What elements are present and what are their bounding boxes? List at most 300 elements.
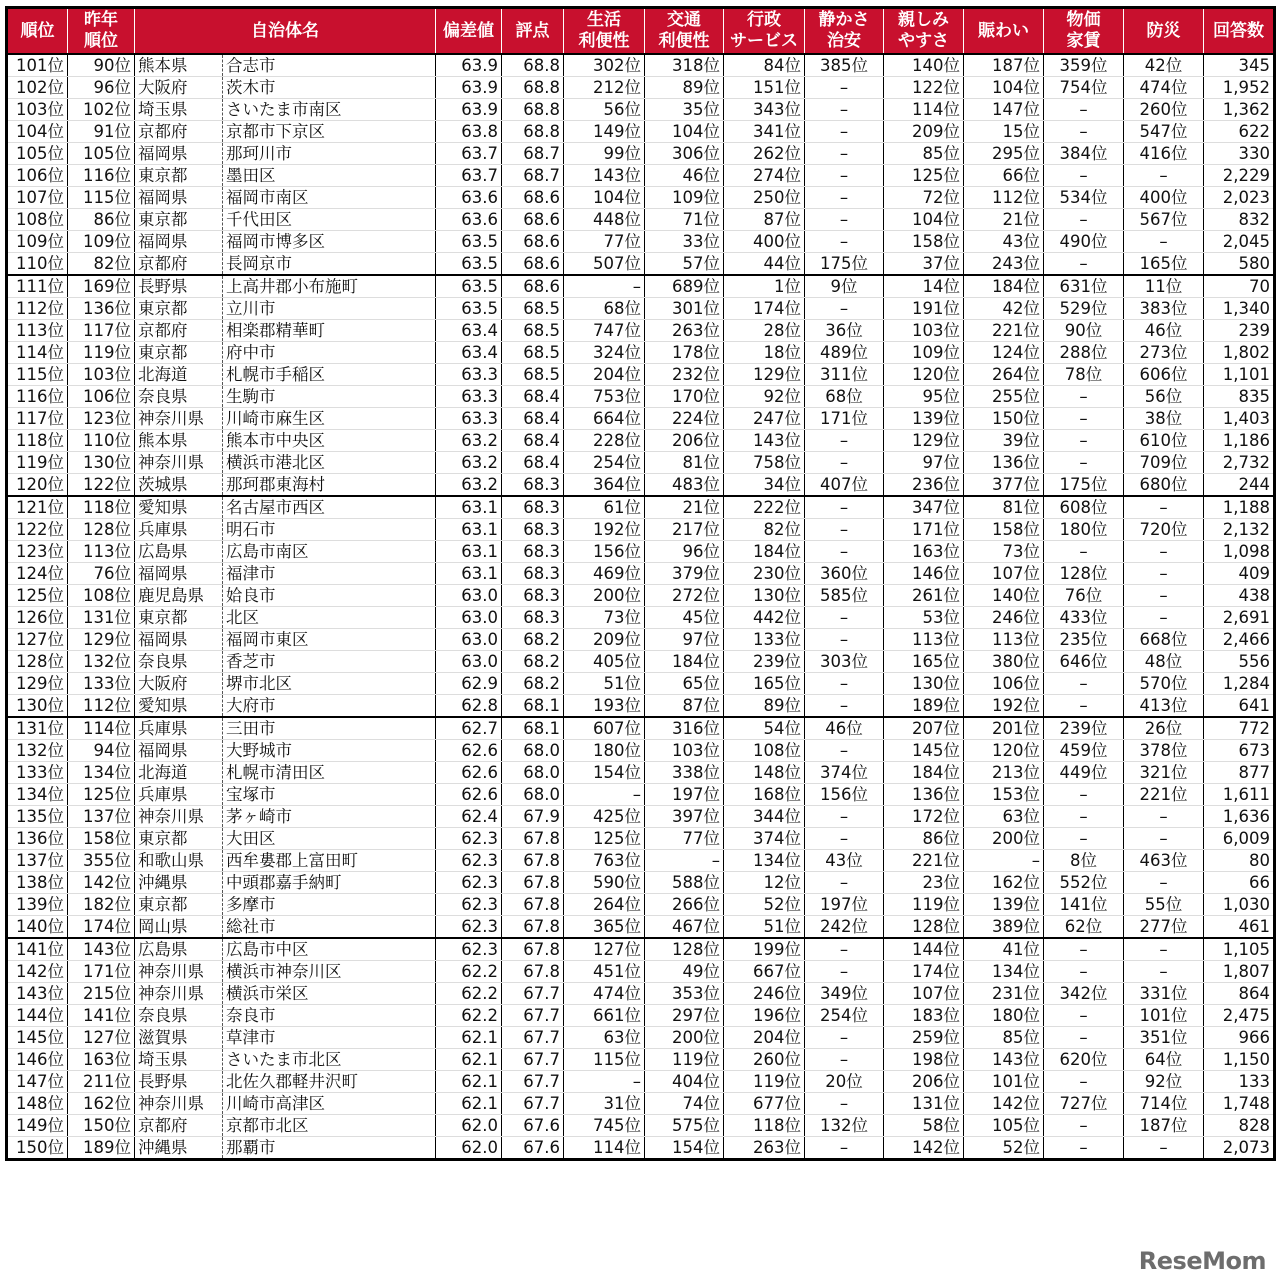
cell-admin: 84位 [724,54,805,77]
cell-prefecture: 京都府 [135,1115,223,1137]
cell-living: 254位 [564,452,645,474]
cell-transport: 217位 [645,519,724,541]
table-row [7,740,1275,762]
cell-quiet: 374位 [805,762,884,784]
cell-rank: 149位 [7,1115,68,1137]
cell-prev-rank: 113位 [68,541,135,563]
cell-friendly: 129位 [884,430,964,452]
cell-transport: 306位 [645,143,724,165]
cell-admin: 108位 [724,740,805,762]
cell-transport: 338位 [645,762,724,784]
cell-admin: 246位 [724,983,805,1005]
cell-prices: 534位 [1044,187,1124,209]
cell-quiet: – [805,209,884,231]
cell-responses: 864 [1204,983,1275,1005]
cell-friendly: 347位 [884,496,964,519]
cell-score: 68.8 [502,99,564,121]
cell-quiet: – [805,806,884,828]
cell-rank: 117位 [7,408,68,430]
cell-lively: 107位 [964,563,1044,585]
cell-admin: 274位 [724,165,805,187]
cell-quiet: 175位 [805,253,884,276]
cell-lively: 52位 [964,1137,1044,1160]
cell-deviation: 62.1 [436,1027,502,1049]
cell-rank: 130位 [7,695,68,718]
cell-transport: 119位 [645,1049,724,1071]
table-row [7,850,1275,872]
cell-lively: 201位 [964,717,1044,740]
cell-lively: 255位 [964,386,1044,408]
cell-prices: 459位 [1044,740,1124,762]
cell-transport: 21位 [645,496,724,519]
cell-deviation: 62.0 [436,1115,502,1137]
cell-prices: – [1044,961,1124,983]
cell-responses: 6,009 [1204,828,1275,850]
cell-friendly: 107位 [884,983,964,1005]
cell-admin: 230位 [724,563,805,585]
cell-score: 68.6 [502,209,564,231]
table-row [7,563,1275,585]
cell-lively: 221位 [964,320,1044,342]
cell-rank: 115位 [7,364,68,386]
cell-rank: 108位 [7,209,68,231]
cell-municipality: 明石市 [223,519,436,541]
header-transport-convenience: 交通 利便性 [645,8,724,55]
cell-lively: 66位 [964,165,1044,187]
cell-deviation: 63.6 [436,209,502,231]
cell-transport: 689位 [645,275,724,298]
cell-responses: 239 [1204,320,1275,342]
cell-prev-rank: 76位 [68,563,135,585]
cell-prices: 141位 [1044,894,1124,916]
cell-disaster: 46位 [1124,320,1204,342]
cell-deviation: 63.1 [436,496,502,519]
cell-responses: 1,340 [1204,298,1275,320]
cell-municipality: 草津市 [223,1027,436,1049]
cell-lively: 377位 [964,474,1044,497]
cell-living: 180位 [564,740,645,762]
cell-friendly: 261位 [884,585,964,607]
cell-disaster: 709位 [1124,452,1204,474]
cell-lively: 264位 [964,364,1044,386]
cell-deviation: 62.2 [436,983,502,1005]
cell-friendly: 145位 [884,740,964,762]
cell-municipality: 三田市 [223,717,436,740]
cell-friendly: 53位 [884,607,964,629]
cell-friendly: 144位 [884,938,964,961]
cell-prices: 180位 [1044,519,1124,541]
cell-prefecture: 福岡県 [135,143,223,165]
cell-prefecture: 奈良県 [135,651,223,673]
cell-score: 68.5 [502,320,564,342]
cell-deviation: 62.2 [436,961,502,983]
cell-quiet: – [805,187,884,209]
cell-quiet: 349位 [805,983,884,1005]
cell-lively: 180位 [964,1005,1044,1027]
cell-rank: 145位 [7,1027,68,1049]
cell-deviation: 63.4 [436,342,502,364]
cell-score: 67.7 [502,1093,564,1115]
cell-deviation: 62.3 [436,894,502,916]
cell-disaster: – [1124,938,1204,961]
cell-prefecture: 福岡県 [135,187,223,209]
cell-lively: 139位 [964,894,1044,916]
cell-prices: 128位 [1044,563,1124,585]
cell-transport: 87位 [645,695,724,718]
cell-admin: 442位 [724,607,805,629]
cell-friendly: 184位 [884,762,964,784]
cell-score: 67.8 [502,872,564,894]
cell-responses: 832 [1204,209,1275,231]
cell-responses: 835 [1204,386,1275,408]
cell-quiet: 36位 [805,320,884,342]
cell-prefecture: 福岡県 [135,629,223,651]
table-row [7,541,1275,563]
cell-deviation: 63.3 [436,408,502,430]
cell-living: 77位 [564,231,645,253]
cell-lively: 120位 [964,740,1044,762]
cell-deviation: 62.4 [436,806,502,828]
cell-quiet: – [805,629,884,651]
cell-quiet: – [805,430,884,452]
cell-transport: 297位 [645,1005,724,1027]
header-prices-rent: 物価 家賃 [1044,8,1124,55]
cell-score: 68.4 [502,430,564,452]
cell-lively: 162位 [964,872,1044,894]
cell-admin: 89位 [724,695,805,718]
cell-quiet: 68位 [805,386,884,408]
cell-living: 204位 [564,364,645,386]
header-municipality: 自治体名 [135,8,436,55]
cell-disaster: 165位 [1124,253,1204,276]
cell-quiet: – [805,1027,884,1049]
cell-rank: 103位 [7,99,68,121]
table-row [7,673,1275,695]
cell-rank: 113位 [7,320,68,342]
cell-prev-rank: 129位 [68,629,135,651]
cell-quiet: – [805,673,884,695]
cell-disaster: – [1124,961,1204,983]
cell-responses: 622 [1204,121,1275,143]
cell-living: 200位 [564,585,645,607]
cell-score: 67.8 [502,961,564,983]
cell-disaster: 680位 [1124,474,1204,497]
cell-quiet: – [805,77,884,99]
cell-responses: 2,045 [1204,231,1275,253]
cell-deviation: 63.2 [436,474,502,497]
cell-quiet: 9位 [805,275,884,298]
cell-responses: 2,229 [1204,165,1275,187]
cell-living: – [564,784,645,806]
cell-living: 193位 [564,695,645,718]
cell-transport: 184位 [645,651,724,673]
cell-responses: 2,132 [1204,519,1275,541]
cell-admin: 51位 [724,916,805,939]
cell-responses: 1,952 [1204,77,1275,99]
cell-admin: 168位 [724,784,805,806]
cell-friendly: 139位 [884,408,964,430]
table-row [7,408,1275,430]
cell-rank: 104位 [7,121,68,143]
table-row [7,474,1275,497]
cell-living: 264位 [564,894,645,916]
cell-transport: 200位 [645,1027,724,1049]
cell-score: 68.3 [502,541,564,563]
cell-prev-rank: 115位 [68,187,135,209]
cell-prefecture: 神奈川県 [135,452,223,474]
cell-municipality: 横浜市神奈川区 [223,961,436,983]
cell-rank: 118位 [7,430,68,452]
cell-prices: – [1044,121,1124,143]
cell-transport: 178位 [645,342,724,364]
table-row [7,651,1275,673]
cell-friendly: 113位 [884,629,964,651]
cell-prices: 529位 [1044,298,1124,320]
cell-rank: 105位 [7,143,68,165]
cell-transport: 301位 [645,298,724,320]
cell-admin: 199位 [724,938,805,961]
cell-living: 115位 [564,1049,645,1071]
cell-rank: 136位 [7,828,68,850]
cell-quiet: – [805,165,884,187]
table-row [7,430,1275,452]
table-row [7,519,1275,541]
cell-prefecture: 東京都 [135,165,223,187]
cell-prices: 288位 [1044,342,1124,364]
cell-lively: 187位 [964,54,1044,77]
cell-quiet: – [805,1137,884,1160]
cell-prefecture: 北海道 [135,762,223,784]
cell-transport: 74位 [645,1093,724,1115]
cell-friendly: 109位 [884,342,964,364]
cell-score: 68.8 [502,121,564,143]
cell-disaster: 38位 [1124,408,1204,430]
table-row [7,275,1275,298]
cell-friendly: 209位 [884,121,964,143]
cell-prev-rank: 86位 [68,209,135,231]
cell-transport: 379位 [645,563,724,585]
cell-lively: 200位 [964,828,1044,850]
cell-prev-rank: 132位 [68,651,135,673]
cell-friendly: 183位 [884,1005,964,1027]
cell-living: 127位 [564,938,645,961]
cell-quiet: – [805,519,884,541]
cell-prices: 620位 [1044,1049,1124,1071]
cell-prefecture: 東京都 [135,342,223,364]
cell-responses: 1,362 [1204,99,1275,121]
table-row [7,364,1275,386]
cell-admin: 260位 [724,1049,805,1071]
cell-disaster: – [1124,607,1204,629]
cell-rank: 109位 [7,231,68,253]
cell-admin: 222位 [724,496,805,519]
cell-admin: 667位 [724,961,805,983]
cell-prev-rank: 108位 [68,585,135,607]
cell-admin: 82位 [724,519,805,541]
cell-municipality: 川崎市高津区 [223,1093,436,1115]
cell-rank: 127位 [7,629,68,651]
cell-deviation: 62.8 [436,695,502,718]
cell-quiet: 489位 [805,342,884,364]
cell-admin: 133位 [724,629,805,651]
cell-prefecture: 奈良県 [135,1005,223,1027]
cell-prev-rank: 94位 [68,740,135,762]
cell-prefecture: 愛知県 [135,695,223,718]
cell-prefecture: 滋賀県 [135,1027,223,1049]
cell-transport: 588位 [645,872,724,894]
cell-transport: 128位 [645,938,724,961]
cell-transport: 109位 [645,187,724,209]
cell-admin: 758位 [724,452,805,474]
cell-municipality: 福岡市南区 [223,187,436,209]
cell-prefecture: 東京都 [135,298,223,320]
cell-prev-rank: 215位 [68,983,135,1005]
cell-prev-rank: 119位 [68,342,135,364]
cell-deviation: 63.1 [436,519,502,541]
table-row [7,717,1275,740]
cell-living: 31位 [564,1093,645,1115]
cell-friendly: 131位 [884,1093,964,1115]
cell-score: 68.5 [502,364,564,386]
cell-prev-rank: 125位 [68,784,135,806]
cell-municipality: さいたま市南区 [223,99,436,121]
cell-quiet: – [805,961,884,983]
cell-transport: 97位 [645,629,724,651]
cell-disaster: 260位 [1124,99,1204,121]
cell-score: 68.0 [502,784,564,806]
cell-municipality: 北佐久郡軽井沢町 [223,1071,436,1093]
cell-prev-rank: 102位 [68,99,135,121]
cell-prices: – [1044,828,1124,850]
cell-lively: 140位 [964,585,1044,607]
cell-score: 68.4 [502,386,564,408]
cell-admin: 374位 [724,828,805,850]
cell-prefecture: 東京都 [135,209,223,231]
cell-municipality: 中頭郡嘉手納町 [223,872,436,894]
cell-disaster: 400位 [1124,187,1204,209]
cell-prev-rank: 91位 [68,121,135,143]
table-row [7,452,1275,474]
cell-lively: 134位 [964,961,1044,983]
table-row [7,1137,1275,1160]
cell-rank: 142位 [7,961,68,983]
cell-disaster: – [1124,585,1204,607]
cell-prefecture: 神奈川県 [135,1093,223,1115]
cell-prefecture: 京都府 [135,253,223,276]
cell-quiet: – [805,1093,884,1115]
cell-disaster: – [1124,541,1204,563]
cell-score: 67.7 [502,1005,564,1027]
cell-admin: 18位 [724,342,805,364]
cell-quiet: 407位 [805,474,884,497]
cell-friendly: 198位 [884,1049,964,1071]
cell-quiet: 46位 [805,717,884,740]
cell-responses: 2,023 [1204,187,1275,209]
cell-rank: 122位 [7,519,68,541]
cell-friendly: 206位 [884,1071,964,1093]
cell-lively: 380位 [964,651,1044,673]
cell-admin: 129位 [724,364,805,386]
cell-quiet: – [805,541,884,563]
cell-transport: 318位 [645,54,724,77]
cell-prefecture: 兵庫県 [135,784,223,806]
cell-prices: 90位 [1044,320,1124,342]
cell-prev-rank: 82位 [68,253,135,276]
cell-friendly: 259位 [884,1027,964,1049]
cell-prices: – [1044,784,1124,806]
cell-responses: 641 [1204,695,1275,718]
cell-prev-rank: 162位 [68,1093,135,1115]
cell-friendly: 119位 [884,894,964,916]
cell-deviation: 62.3 [436,872,502,894]
cell-disaster: 221位 [1124,784,1204,806]
cell-living: 99位 [564,143,645,165]
cell-disaster: – [1124,828,1204,850]
cell-score: 68.8 [502,77,564,99]
cell-score: 67.6 [502,1115,564,1137]
cell-rank: 123位 [7,541,68,563]
cell-quiet: 385位 [805,54,884,77]
table-row [7,143,1275,165]
table-row [7,894,1275,916]
cell-transport: – [645,850,724,872]
cell-friendly: 23位 [884,872,964,894]
cell-living: 143位 [564,165,645,187]
cell-municipality: 香芝市 [223,651,436,673]
cell-living: 104位 [564,187,645,209]
cell-rank: 121位 [7,496,68,519]
cell-transport: 353位 [645,983,724,1005]
cell-prices: – [1044,938,1124,961]
cell-admin: 148位 [724,762,805,784]
cell-lively: 21位 [964,209,1044,231]
cell-living: 61位 [564,496,645,519]
cell-responses: 1,403 [1204,408,1275,430]
cell-prefecture: 長野県 [135,275,223,298]
cell-prev-rank: 150位 [68,1115,135,1137]
cell-municipality: 宝塚市 [223,784,436,806]
cell-municipality: 那珂郡東海村 [223,474,436,497]
cell-friendly: 125位 [884,165,964,187]
cell-living: 51位 [564,673,645,695]
cell-prefecture: 熊本県 [135,54,223,77]
cell-deviation: 63.7 [436,143,502,165]
cell-quiet: – [805,828,884,850]
cell-admin: 134位 [724,850,805,872]
cell-disaster: 413位 [1124,695,1204,718]
cell-prev-rank: 103位 [68,364,135,386]
cell-responses: 1,636 [1204,806,1275,828]
cell-deviation: 63.2 [436,452,502,474]
cell-lively: 106位 [964,673,1044,695]
cell-prev-rank: 211位 [68,1071,135,1093]
cell-score: 67.7 [502,983,564,1005]
cell-prices: – [1044,806,1124,828]
cell-lively: 153位 [964,784,1044,806]
cell-living: 745位 [564,1115,645,1137]
cell-lively: 41位 [964,938,1044,961]
cell-rank: 141位 [7,938,68,961]
cell-lively: 15位 [964,121,1044,143]
cell-lively: 158位 [964,519,1044,541]
table-row [7,938,1275,961]
cell-deviation: 63.5 [436,253,502,276]
cell-rank: 126位 [7,607,68,629]
table-row [7,320,1275,342]
cell-municipality: 奈良市 [223,1005,436,1027]
cell-quiet: 303位 [805,651,884,673]
cell-prices: – [1044,386,1124,408]
